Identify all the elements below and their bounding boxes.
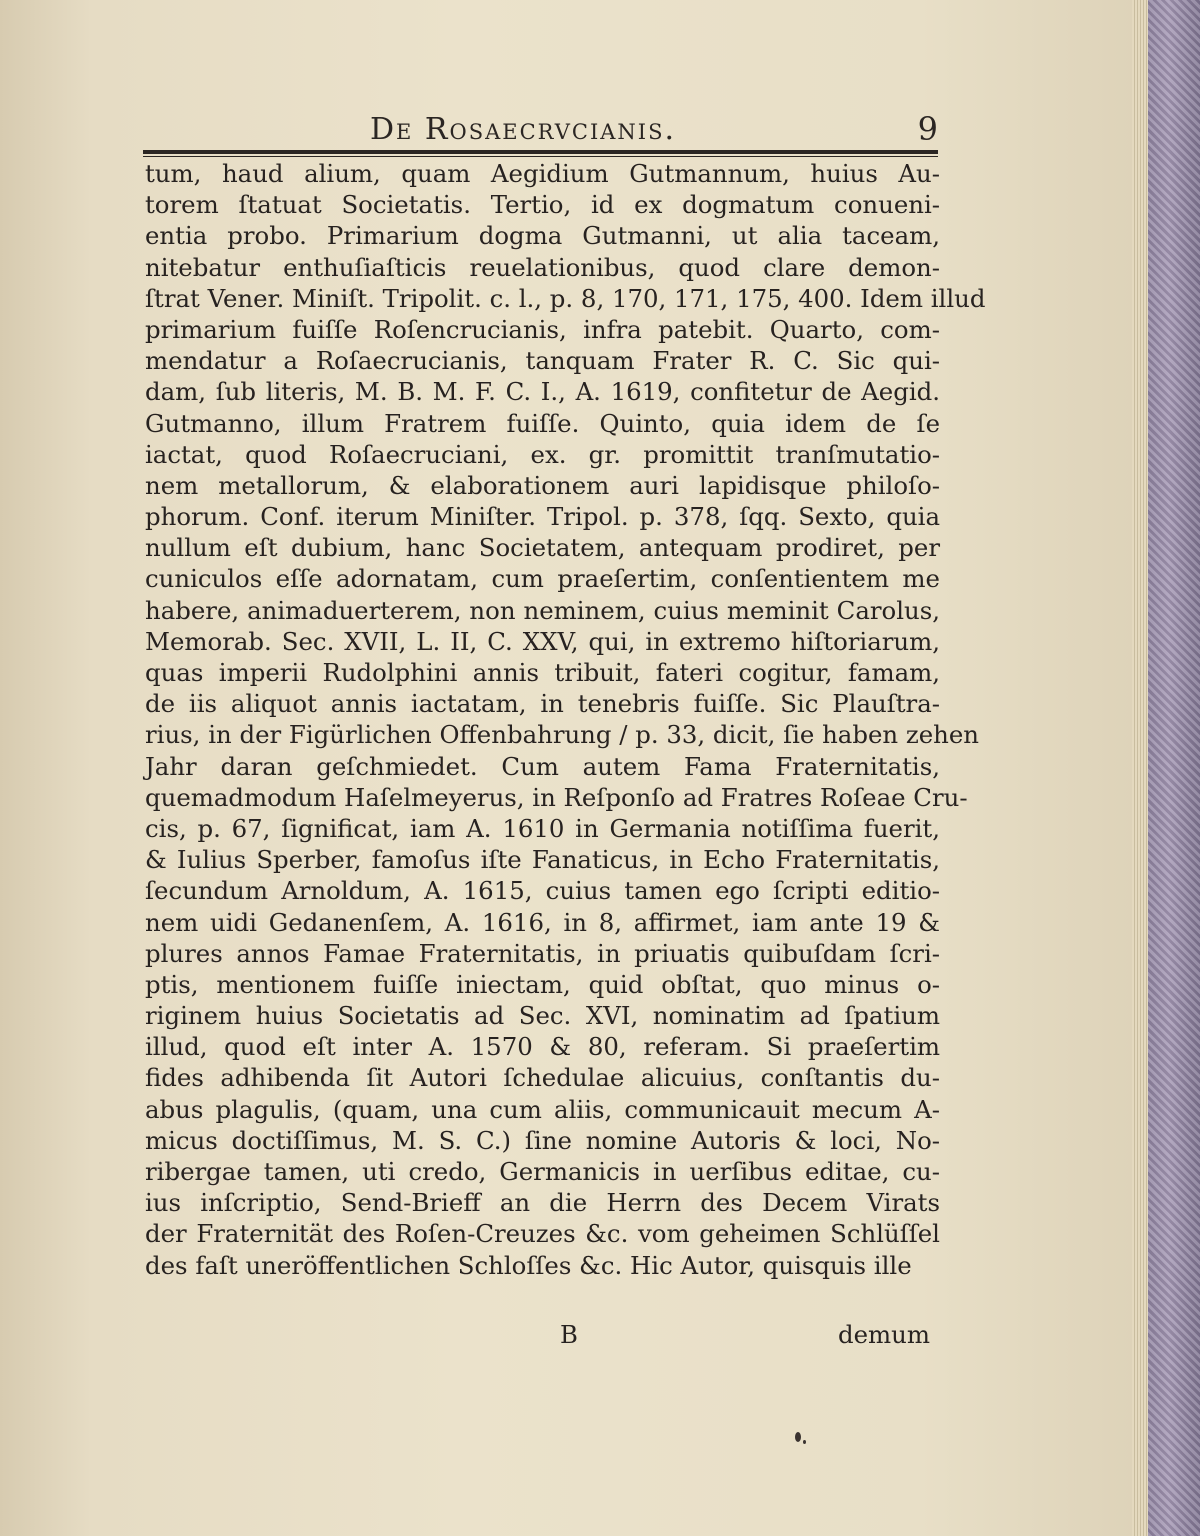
text-line: illud, quod eſt inter A. 1570 & 80, referam. Si praeſertim xyxy=(145,1032,940,1062)
text-line: ſecundum Arnoldum, A. 1615, cuius tamen ego ſcripti editio- xyxy=(145,876,940,906)
text-line: des faſt uneröffentlichen Schloſſes &c. Hic Autor, quisquis ille xyxy=(145,1250,912,1280)
text-line: torem ſtatuat Societatis. Tertio, id ex dogmatum conueni- xyxy=(145,190,940,220)
catchword: demum xyxy=(838,1320,931,1349)
text-line: riginem huius Societatis ad Sec. XVI, nominatim ad ſpatium xyxy=(145,1001,940,1031)
text-line: plures annos Famae Fraternitatis, in priuatis quibuſdam ſcri- xyxy=(145,938,940,968)
text-line: entia probo. Primarium dogma Gutmanni, ut alia taceam, xyxy=(145,221,940,251)
header-rule xyxy=(143,150,938,157)
text-line: mendatur a Roſaecrucianis, tanquam Frater R. C. Sic qui- xyxy=(145,346,940,376)
text-line: Memorab. Sec. XVII, L. II, C. XXV, qui, in extremo hiſtoriarum, xyxy=(145,626,940,656)
text-line: der Fraternität des Roſen-Creuzes &c. vom geheimen Schlüſſel xyxy=(145,1219,940,1249)
text-line: Jahr daran geſchmiedet. Cum autem Fama Fraternitatis, xyxy=(145,751,940,781)
text-line: phorum. Conf. iterum Miniſter. Tripol. p. 378, ſqq. Sexto, quia xyxy=(145,502,940,532)
signature-mark: B xyxy=(560,1320,578,1349)
text-line: abus plagulis, (quam, una cum aliis, communicauit mecum A- xyxy=(145,1094,940,1124)
text-line: de iis aliquot annis iactatam, in tenebris fuiſſe. Sic Plauſtra- xyxy=(145,689,940,719)
body-text xyxy=(145,158,986,1281)
text-line: rius, in der Figürlichen Offenbahrung / p. 33, dicit, ſie haben zehen xyxy=(145,720,979,750)
text-line: micus doctiſſimus, M. S. C.) ſine nomine Autoris & loci, No- xyxy=(145,1125,940,1155)
running-head: De Rosaecrvcianis. xyxy=(370,112,677,147)
text-line: nem metallorum, & elaborationem auri lapidisque philoſo- xyxy=(145,470,940,500)
ink-speck xyxy=(795,1432,801,1442)
book-cover xyxy=(1148,0,1200,1536)
text-line: habere, animaduerterem, non neminem, cuius meminit Carolus, xyxy=(145,595,940,625)
text-line: fides adhibenda ſit Autori ſchedulae alicuius, conſtantis du- xyxy=(145,1063,940,1093)
text-line: ius inſcriptio, Send-Brieff an die Herrn des Decem Virats xyxy=(145,1188,940,1218)
text-line: tum, haud alium, quam Aegidium Gutmannum, huius Au- xyxy=(145,159,940,188)
text-line: quemadmodum Haſelmeyerus, in Reſponſo ad Fratres Roſeae Cru- xyxy=(145,782,968,812)
text-line: Gutmanno, illum Fratrem fuiſſe. Quinto, quia idem de ſe xyxy=(145,408,940,438)
text-line: nem uidi Gedanenſem, A. 1616, in 8, affirmet, iam ante 19 & xyxy=(145,907,940,937)
text-line: ribergae tamen, uti credo, Germanicis in uerſibus editae, cu- xyxy=(145,1157,940,1186)
text-line: ſtrat Vener. Miniſt. Tripolit. c. l., p. 8, 170, 171, 175, 400. Idem illud xyxy=(145,283,986,313)
text-line: & Iulius Sperber, famoſus iſte Fanaticus, in Echo Fraternitatis, xyxy=(145,845,940,875)
text-line: iactat, quod Roſaecruciani, ex. gr. promittit tranſmutatio- xyxy=(145,439,940,469)
text-line: dam, ſub literis, M. B. M. F. C. I., A. 1619, confitetur de Aegid. xyxy=(145,377,940,407)
text-line: cis, p. 67, ſignificat, iam A. 1610 in Germania notiſſima fuerit, xyxy=(145,813,940,843)
text-line: primarium fuiſſe Roſencrucianis, infra patebit. Quarto, com- xyxy=(145,314,940,344)
text-line: nitebatur enthuſiaſticis reuelationibus, quod clare demon- xyxy=(145,252,940,282)
text-line: cuniculos eſſe adornatam, cum praeſertim, conſentientem me xyxy=(145,564,940,594)
page-number: 9 xyxy=(917,110,938,148)
text-line: nullum eſt dubium, hanc Societatem, antequam prodiret, per xyxy=(145,533,940,563)
page-header xyxy=(145,110,960,150)
text-line: quas imperii Rudolphini annis tribuit, fateri cogitur, famam, xyxy=(145,658,940,687)
ink-speck xyxy=(803,1440,806,1444)
text-line: ptis, mentionem fuiſſe iniectam, quid obſtat, quo minus o- xyxy=(145,969,940,999)
